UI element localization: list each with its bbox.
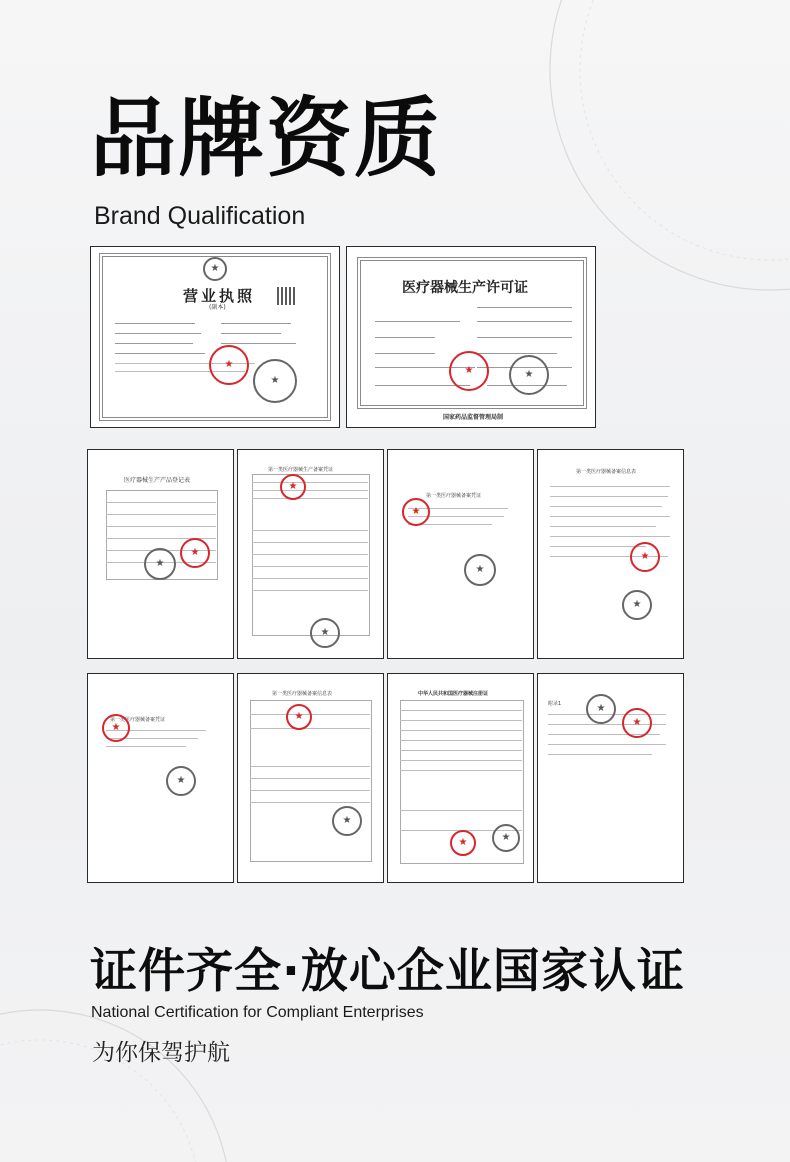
gray-seal-icon: ★ (332, 806, 362, 836)
filing-cert-heading: 医疗器械生产产品登记表 (124, 477, 191, 484)
business-license-card[interactable] (90, 246, 340, 428)
red-seal-icon: ★ (450, 830, 476, 856)
gray-seal-icon: ★ (166, 766, 196, 796)
business-license-sub: (副本) (209, 304, 226, 311)
production-license-card[interactable] (346, 246, 596, 428)
red-seal-icon: ★ (622, 708, 652, 738)
filing-cert-card-1[interactable] (87, 449, 234, 659)
filing-cert-card-6[interactable] (237, 673, 384, 883)
attachment-card[interactable] (537, 673, 684, 883)
red-seal-icon: ★ (280, 474, 306, 500)
authority-seal-icon: ★ (509, 355, 549, 395)
filing-cert-heading: 第一类医疗器械备案凭证 (426, 493, 482, 499)
filing-cert-card-3[interactable] (387, 449, 534, 659)
red-seal-icon: ★ (209, 345, 249, 385)
qr-code-icon (277, 287, 295, 305)
slogan-heading: 证件齐全·放心企业国家认证 (90, 944, 685, 999)
info-table (250, 700, 372, 862)
red-seal-icon: ★ (449, 351, 489, 391)
gray-seal-icon: ★ (464, 554, 496, 586)
filing-cert-heading: 第一类医疗器械生产备案凭证 (268, 467, 334, 473)
red-seal-icon: ★ (180, 538, 210, 568)
filing-cert-card-2[interactable] (237, 449, 384, 659)
slogan-sub: 为你保驾护航 (92, 1040, 230, 1066)
gray-seal-icon: ★ (586, 694, 616, 724)
filing-cert-card-4[interactable] (537, 449, 684, 659)
filing-cert-heading: 第一类医疗器械备案信息表 (272, 691, 333, 697)
page-subtitle: Brand Qualification (94, 202, 306, 230)
red-seal-icon: ★ (102, 714, 130, 742)
red-seal-icon: ★ (630, 542, 660, 572)
gray-seal-icon: ★ (144, 548, 176, 580)
filing-cert-card-5[interactable] (87, 673, 234, 883)
gray-seal-icon: ★ (492, 824, 520, 852)
registration-cert-card[interactable] (387, 673, 534, 883)
filing-cert-heading: 第一类医疗器械备案信息表 (576, 469, 637, 475)
registration-seal-icon: ★ (253, 359, 297, 403)
production-license-footer: 国家药品监督管理局制 (443, 414, 504, 421)
registration-cert-heading: 中华人民共和国医疗器械注册证 (418, 691, 489, 697)
production-license-heading: 医疗器械生产许可证 (402, 280, 528, 296)
filing-cert-heading: 第一类医疗器械备案凭证 (110, 717, 166, 723)
red-seal-icon: ★ (286, 704, 312, 730)
attachment-heading: 附录1 (548, 701, 562, 707)
red-seal-icon: ★ (402, 498, 430, 526)
business-license-heading: 营业执照 (183, 287, 256, 305)
gray-seal-icon: ★ (310, 618, 340, 648)
slogan-english: National Certification for Compliant Enterprises (91, 1004, 424, 1021)
page-title: 品牌资质 (90, 89, 442, 189)
national-emblem-icon: ★ (203, 257, 227, 281)
gray-seal-icon: ★ (622, 590, 652, 620)
